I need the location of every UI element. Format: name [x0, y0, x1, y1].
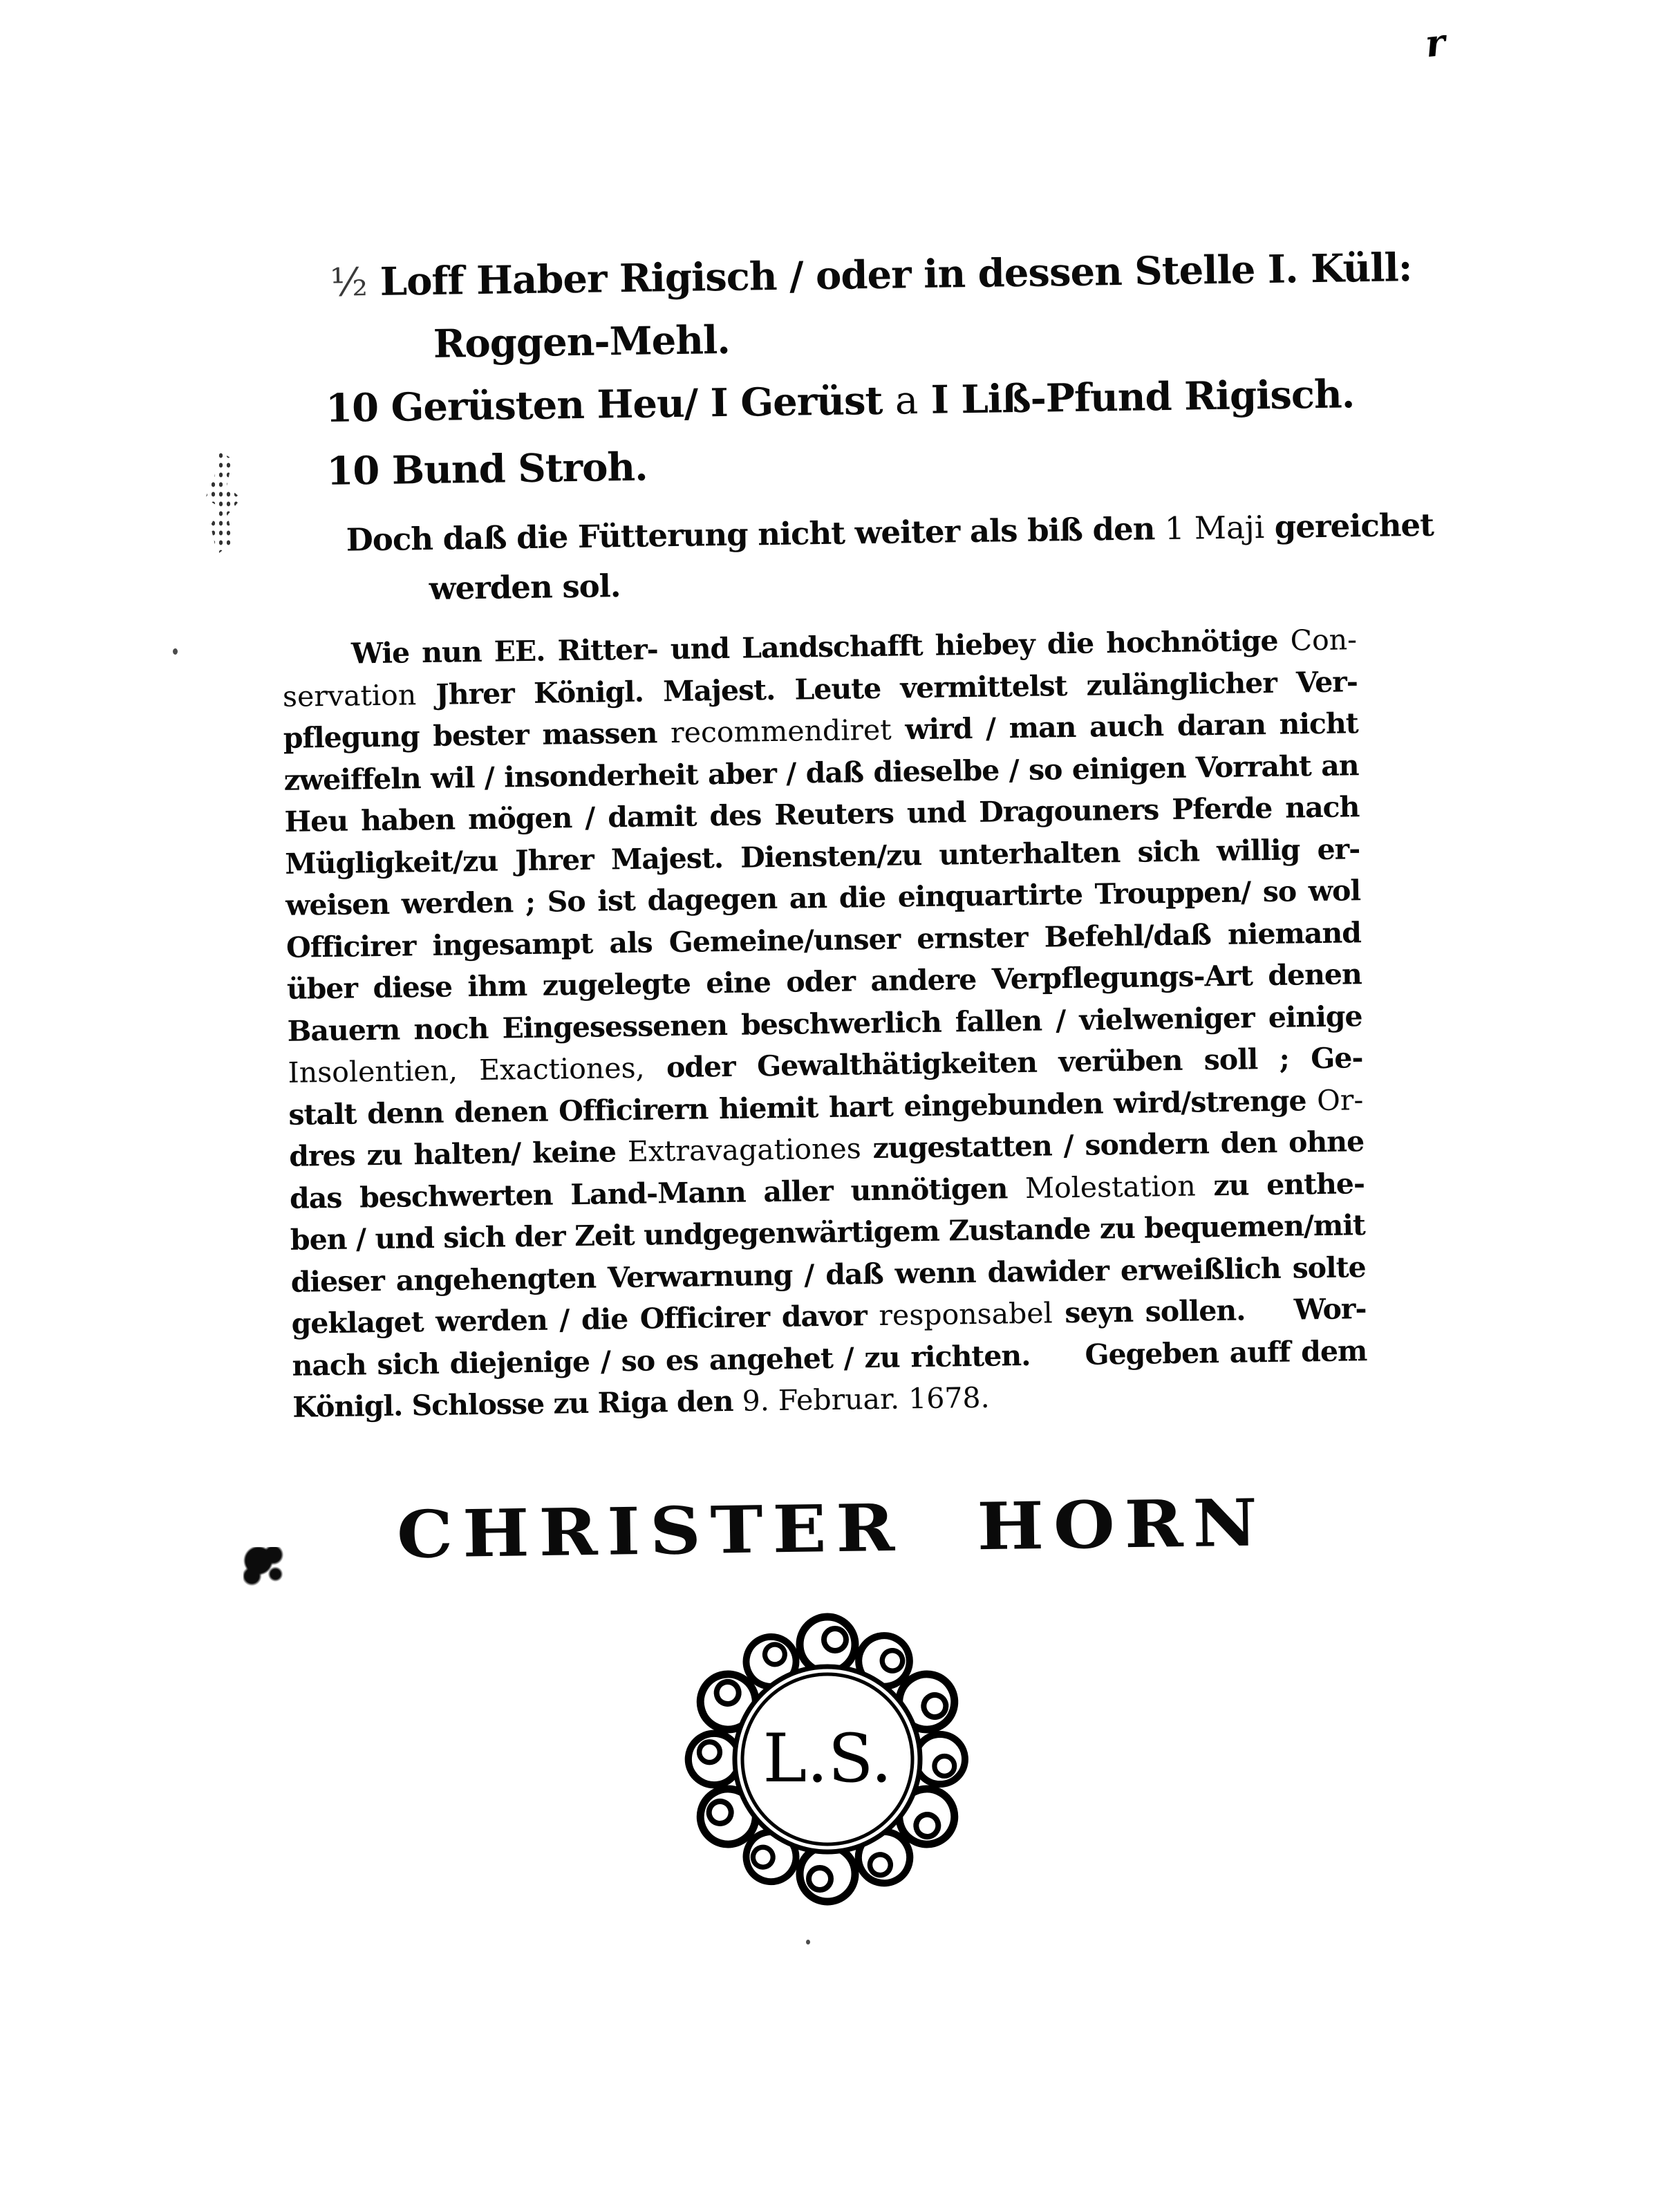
- text-segment: Königl. Schlosse zu Riga den: [292, 1384, 743, 1424]
- text-segment: Con-: [1290, 623, 1358, 657]
- text-segment: zweiffeln wil / insonderheit aber / daß dieselbe / so einigen Vorraht an: [283, 748, 1359, 797]
- feeding-note: [280, 501, 1434, 616]
- signature-christer-horn: CHRISTER HORN: [396, 1484, 1268, 1573]
- text-segment: Loff Haber Rigisch / oder in dessen Stelle I. Küll:: [379, 245, 1412, 305]
- text-segment: Roggen-Mehl.: [433, 317, 731, 367]
- text-segment: Officirer ingesampt als Gemeine/unser ernster Befehl/daß niemand: [285, 915, 1362, 964]
- text-segment: geklaget werden / die Officirer davor: [291, 1298, 879, 1340]
- text-segment: Wie nun EE. Ritter- und Landschafft hiebey die hochnötige: [350, 624, 1291, 671]
- text-segment: a: [894, 378, 919, 424]
- text-segment: werden sol.: [429, 568, 621, 607]
- text-segment: über diese ihm zugelegte eine oder andere Verpflegungs-Art denen: [286, 957, 1362, 1006]
- text-segment: Bauern noch Eingesessenen beschwerlich fallen / vielweniger einige: [287, 999, 1362, 1048]
- text-segment: Mügligkeit/zu Jhrer Majest. Diensten/zu unterhalten sich willig er-: [285, 832, 1360, 881]
- text-segment: ½: [330, 259, 381, 306]
- ink-speck: [806, 1940, 810, 1944]
- seal-monogram: L.S.: [762, 1720, 892, 1797]
- text-segment: wird / man auch daran nicht: [891, 706, 1359, 747]
- ration-list: [276, 237, 1412, 504]
- text-segment: 10 Gerüsten Heu/ I Gerüst: [325, 377, 896, 432]
- seal-ornament: [679, 1611, 976, 1908]
- text-segment: Jhrer Königl. Majest. Leute vermittelst zulänglicher Ver-: [415, 664, 1358, 711]
- text-segment: pflegung bester massen: [283, 716, 671, 755]
- text-segment: nach sich diejenige / so es angehet / zu richten. Gegeben auff dem: [292, 1333, 1367, 1382]
- text-segment: das beschwerten Land-Mann aller unnötigen: [289, 1171, 1026, 1215]
- text-segment: Insolentien, Exactiones,: [288, 1051, 645, 1089]
- text-segment: gereichet: [1264, 506, 1434, 546]
- text-segment: Molestation: [1024, 1169, 1197, 1205]
- text-segment: recommendiret: [670, 713, 892, 750]
- text-segment: 1 Maji: [1164, 509, 1265, 547]
- decree-paragraph: [282, 619, 1368, 1428]
- text-segment: 9. Februar. 1678.: [742, 1380, 990, 1418]
- text-segment: Extravagationes: [627, 1132, 862, 1169]
- text-segment: I Liß-Pfund Rigisch.: [917, 371, 1355, 424]
- text-segment: Heu haben mögen / damit des Reuters und Dragouners Pferde nach: [284, 790, 1360, 838]
- ink-speck: [173, 648, 178, 655]
- text-segment: dieser angehengten Verwarnung / daß wenn dawider erweißlich solte: [290, 1250, 1366, 1299]
- ink-blot: [243, 1547, 286, 1586]
- text-segment: zugestatten / sondern den ohne: [861, 1125, 1365, 1165]
- text-segment: dres zu halten/ keine: [288, 1135, 628, 1173]
- ink-speck-cluster: [202, 451, 245, 554]
- text-segment: responsabel: [879, 1296, 1053, 1332]
- text-segment: weisen werden ; So ist dagegen an die einquartirte Trouppen/ so wol: [285, 874, 1361, 922]
- text-segment: oder Gewalthätigkeiten verüben soll ; Ge-: [644, 1041, 1363, 1085]
- text-block: [276, 237, 1434, 1577]
- text-segment: servation: [282, 677, 417, 713]
- text-segment: zu enthe-: [1195, 1166, 1365, 1203]
- text-segment: ben / und sich der Zeit undgegenwärtigem Zustande zu bequemen/mit: [290, 1208, 1366, 1257]
- text-segment: 10 Bund Stroh.: [326, 444, 648, 495]
- text-segment: seyn sollen. Wor-: [1052, 1292, 1367, 1330]
- text-segment: Or-: [1316, 1082, 1364, 1117]
- text-segment: stalt denn denen Officirern hiemit hart eingebunden wird/strenge: [288, 1083, 1318, 1132]
- corner-page-mark: r: [1423, 19, 1447, 66]
- text-segment: Doch daß die Fütterung nicht weiter als biß den: [346, 510, 1165, 559]
